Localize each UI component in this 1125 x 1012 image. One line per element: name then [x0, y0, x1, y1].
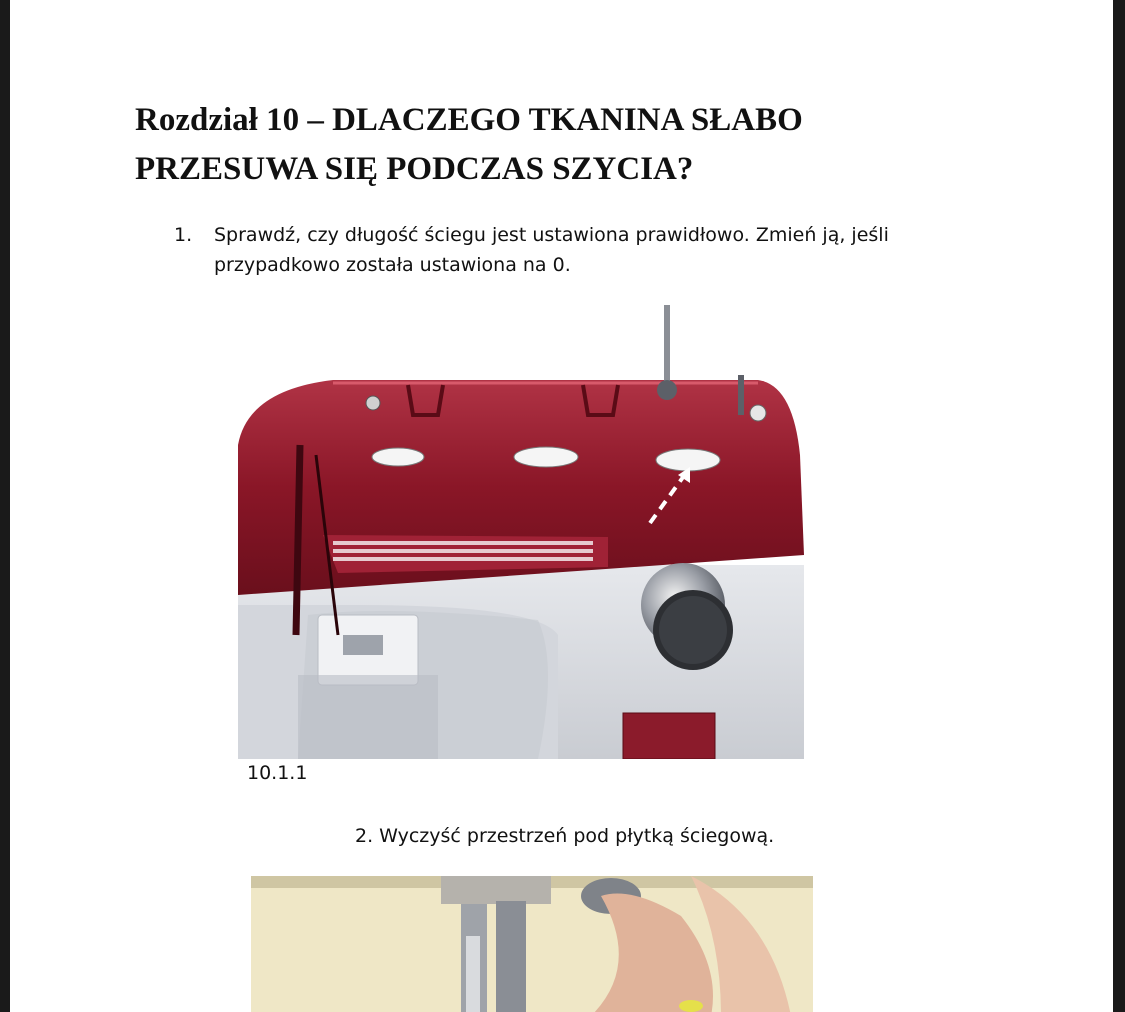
sewing-machine-photo [238, 305, 804, 759]
chapter-title [135, 96, 935, 194]
chapter-title-line-1: Rozdział 10 – DLACZEGO TKANINA SŁABO [135, 102, 803, 138]
needle-plate-cleaning-photo [251, 876, 813, 1012]
chapter-title-line-2: PRZESUWA SIĘ PODCZAS SZYCIA? [135, 151, 694, 187]
step-1-text: Sprawdź, czy długość ściegu jest ustawiona prawidłowo. Zmień ją, jeśli przypadkowo została ustawiona na 0. [214, 224, 889, 276]
step-1-number: 1. [174, 224, 193, 246]
step-2: 2. Wyczyść przestrzeń pod płytką ściegową. [355, 825, 775, 847]
figure-caption: 10.1.1 [247, 762, 308, 784]
document-page [10, 0, 1113, 1012]
